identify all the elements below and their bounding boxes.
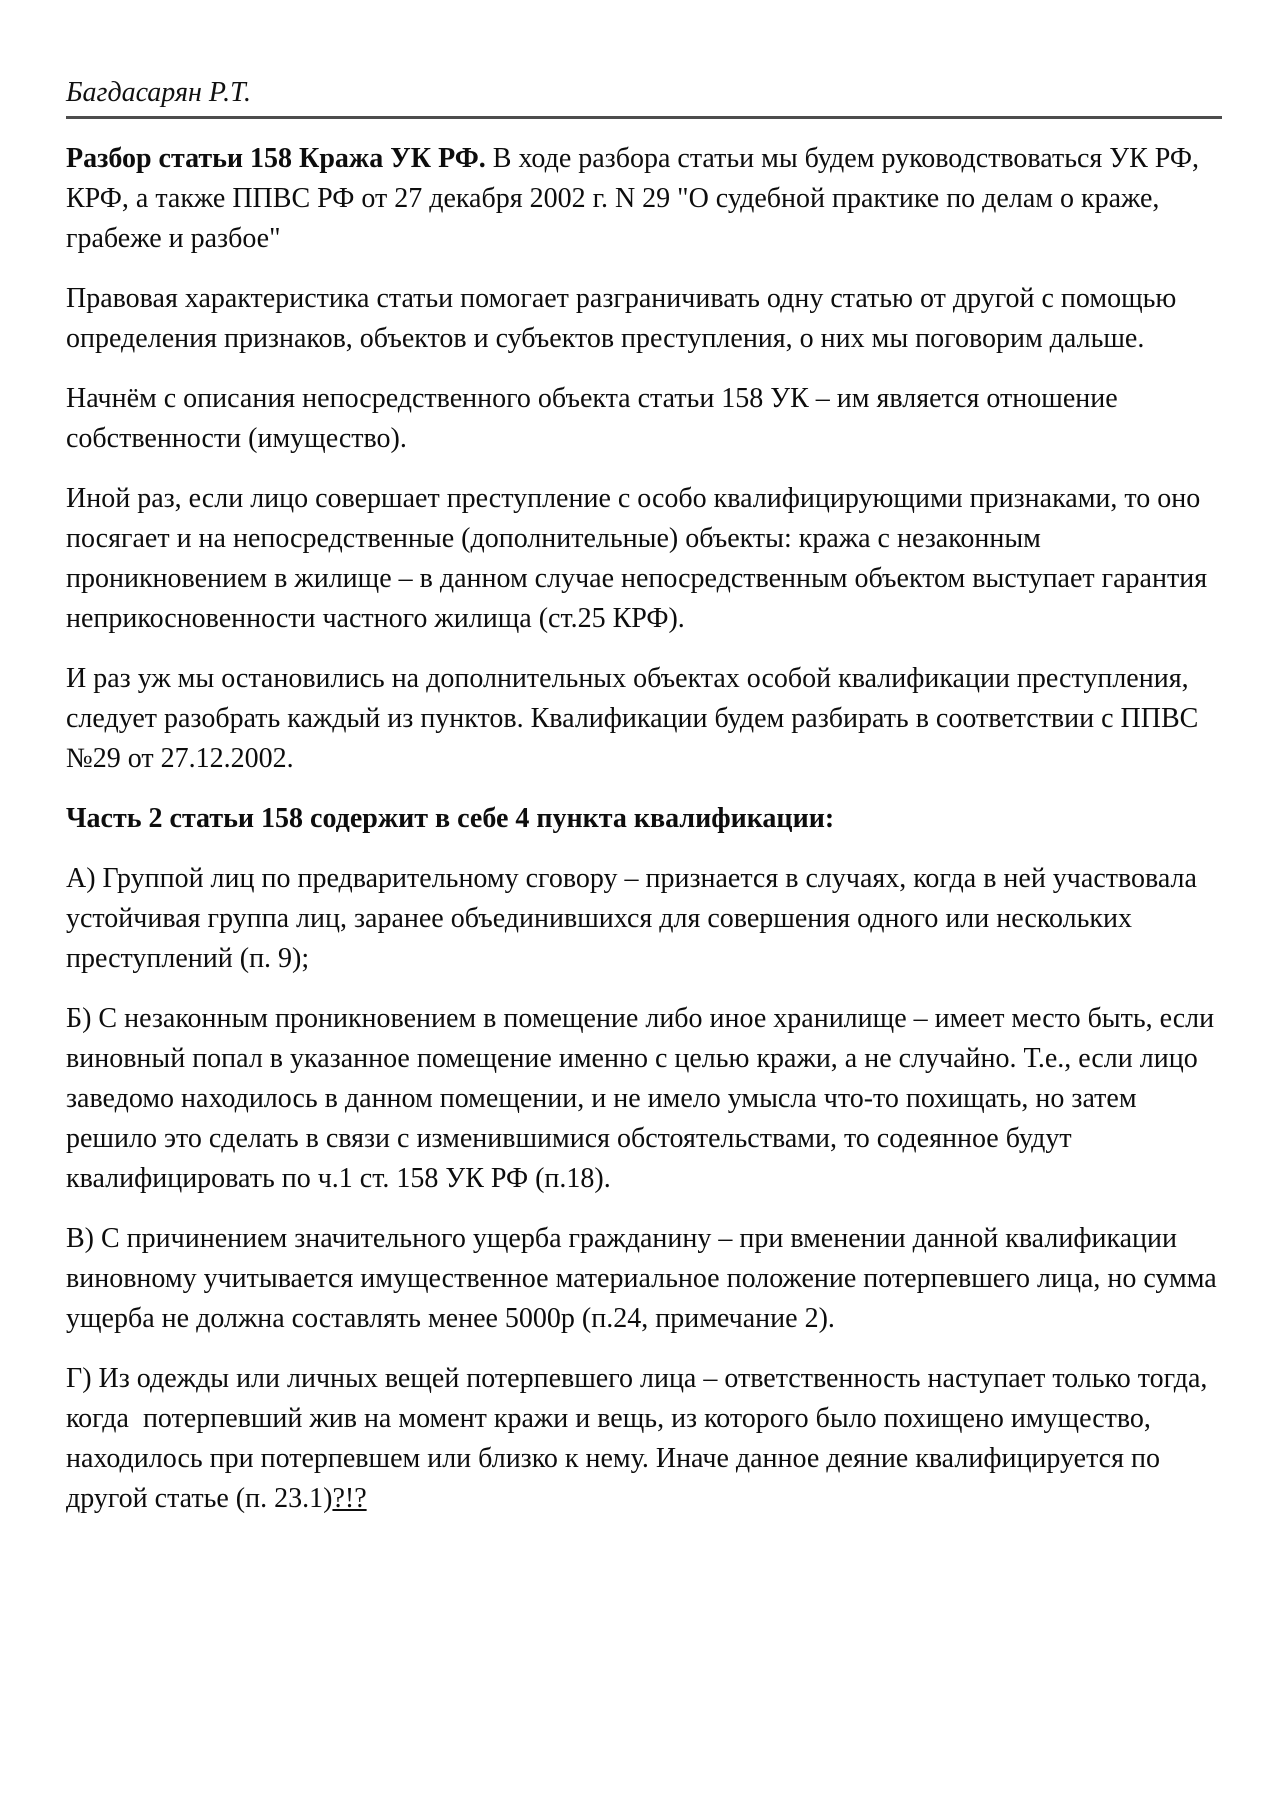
paragraph-additional-objects: Иной раз, если лицо совершает преступление с особо квалифицирующими признаками, то оно посягает и на непосредственные (дополнительные) объекты: кража с незаконным проникновением в жилище – в данном случае непосредственным объектом выступает гарантия неприкосновенности частного жилища (ст.25 КРФ). <box>66 483 1215 634</box>
item-g-text: Г) Из одежды или личных вещей потерпевшего лица – ответственность наступает только тогда, когда потерпевший жив на момент кражи и вещь, из которого было похищено имущество, находилось при потерпевшем или близко к нему. Иначе данное деяние квалифицируется по другой статье (п. 23.1) <box>66 1363 1215 1514</box>
item-a-group-conspiracy: А) Группой лиц по предварительному сговору – признается в случаях, когда в ней участвовала устойчивая группа лиц, заранее объединившихся для совершения одного или нескольких преступлений (п. 9); <box>66 863 1204 974</box>
document-header <box>66 76 1222 114</box>
paragraph-legal-characteristic: Правовая характеристика статьи помогает разграничивать одну статью от другой с помощью определения признаков, объектов и субъектов преступления, о них мы поговорим дальше. <box>66 283 1184 354</box>
item-g-underlined-emphasis: ?!? <box>332 1483 367 1514</box>
item-g-personal-belongings <box>66 1359 1222 1519</box>
paragraph-direct-object: Начнём с описания непосредственного объекта статьи 158 УК – им является отношение собственности (имущество). <box>66 383 1125 454</box>
paragraph-qualification-intro: И раз уж мы остановились на дополнительных объектах особой квалификации преступления, следует разобрать каждый из пунктов. Квалификации будем разбирать в соответствии с ППВС №29 от 27.12.2002. <box>66 663 1206 774</box>
heading-part2-qualifications: Часть 2 статьи 158 содержит в себе 4 пункта квалификации: <box>66 803 835 834</box>
item-b-illegal-entry: Б) С незаконным проникновением в помещение либо иное хранилище – имеет место быть, если виновный попал в указанное помещение именно с целью кражи, а не случайно. Т.е., если лицо заведомо находилось в данном помещении, и не имело умысла что-то похищать, но затем решило это сделать в связи с изменившимися обстоятельствами, то содеянное будут квалифицировать по ч.1 ст. 158 УК РФ (п.18). <box>66 1003 1222 1194</box>
intro-bold-title: Разбор статьи 158 Кража УК РФ. <box>66 143 486 174</box>
paragraph-intro <box>66 139 1222 259</box>
intro-text: В ходе разбора статьи мы будем руководствоваться УК РФ, КРФ, а также ППВС РФ от 27 декабря 2002 г. N 29 "О судебной практике по делам о краже, грабеже и разбое" <box>66 143 1206 254</box>
item-v-significant-damage: В) С причинением значительного ущерба гражданину – при вменении данной квалификации виновному учитывается имущественное материальное положение потерпевшего лица, но сумма ущерба не должна составлять менее 5000р (п.24, примечание 2). <box>66 1223 1224 1334</box>
document-body <box>66 119 1222 1519</box>
author-name: Багдасарян Р.Т. <box>66 77 251 108</box>
